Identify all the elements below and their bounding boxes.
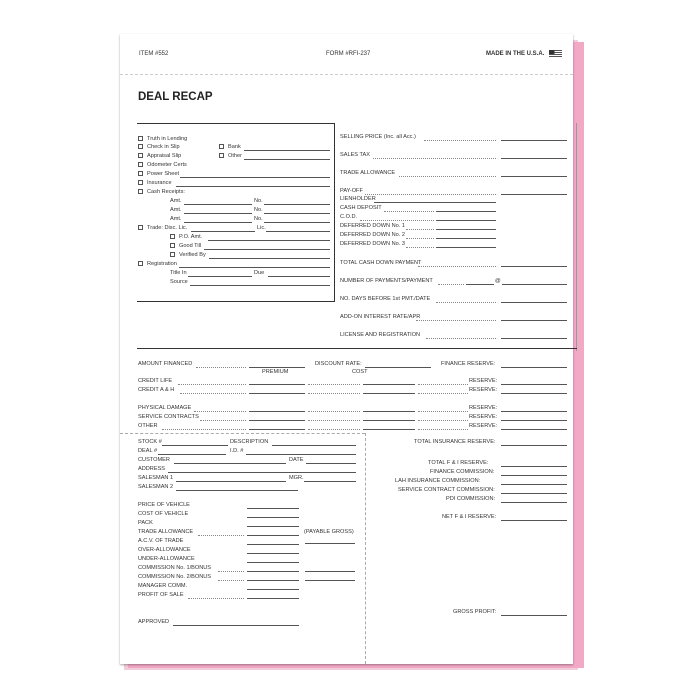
power-sheet-field[interactable] [180, 177, 330, 178]
credit-ah-label: CREDIT A & H [138, 387, 175, 393]
source-label: Source [170, 279, 188, 285]
no-label-1: No. [254, 198, 263, 204]
deferred-down-3-field[interactable] [436, 247, 496, 248]
pack-label: PACK [138, 520, 153, 526]
total-insurance-reserve-field[interactable] [501, 445, 567, 446]
at-symbol: @ [495, 278, 501, 284]
cash-deposit-field[interactable] [436, 211, 496, 212]
no-label-2: No. [254, 207, 263, 213]
acv-of-trade-field[interactable] [247, 544, 299, 545]
form-number: FORM #RFI-237 [326, 51, 371, 57]
service-contracts-label: SERVICE CONTRACTS [138, 414, 199, 420]
physical-dots-2 [308, 411, 360, 412]
date-field[interactable] [306, 463, 356, 464]
lic-field[interactable] [266, 231, 330, 232]
truth-in-lending-label: Truth in Lending [147, 136, 188, 142]
po-amt-label: P.O. Amt. [179, 234, 203, 240]
due-field[interactable] [268, 276, 330, 277]
service-contracts-reserve-label: RESERVE: [469, 414, 498, 420]
credit-life-dots-2 [308, 384, 360, 385]
deferred-down-1-label: DEFERRED DOWN No. 1 [340, 223, 405, 229]
service-contracts-premium[interactable] [249, 420, 305, 421]
physical-damage-cost[interactable] [363, 411, 415, 412]
comm1-dots [218, 571, 244, 572]
finance-reserve-field[interactable] [501, 367, 567, 368]
total-fi-reserve-field[interactable] [501, 466, 567, 467]
amount-financed-field[interactable] [249, 367, 305, 368]
credit-life-dots-3 [418, 384, 468, 385]
salesman-2-label: SALESMAN 2 [138, 484, 174, 490]
amt-label-3: Amt. [170, 216, 182, 222]
profit-of-sale-label: PROFIT OF SALE [138, 592, 184, 598]
power-sheet-label: Power Sheet [147, 171, 180, 177]
deferred-down-2-label: DEFERRED DOWN No. 2 [340, 232, 405, 238]
stock-field[interactable] [162, 445, 228, 446]
credit-life-reserve[interactable] [501, 384, 567, 385]
registration-checkbox[interactable] [138, 261, 143, 266]
no-field-1[interactable] [264, 204, 330, 205]
customer-label: CUSTOMER [138, 457, 170, 463]
service-contracts-reserve[interactable] [501, 420, 567, 421]
payable-gross-field[interactable] [305, 543, 355, 544]
total-cash-dots [418, 266, 496, 267]
credit-ah-reserve-label: RESERVE: [469, 387, 498, 393]
comm2-dots [218, 580, 244, 581]
manager-comm-field[interactable] [247, 589, 299, 590]
address-field[interactable] [168, 472, 356, 473]
good-till-checkbox[interactable] [170, 243, 175, 248]
source-field[interactable] [190, 285, 330, 286]
credit-ah-premium[interactable] [249, 393, 305, 394]
addon-dots [416, 320, 496, 321]
physical-damage-reserve[interactable] [501, 411, 567, 412]
salesman-2-field[interactable] [176, 490, 298, 491]
credit-life-premium[interactable] [249, 384, 305, 385]
payoff-field[interactable] [501, 194, 567, 195]
id-field[interactable] [246, 454, 356, 455]
stock-label: STOCK # [138, 439, 162, 445]
verified-by-field[interactable] [209, 258, 330, 259]
cod-dots [360, 220, 434, 221]
pack-field[interactable] [247, 526, 299, 527]
finance-commission-field[interactable] [501, 475, 567, 476]
insurance-label: Insurance [147, 180, 172, 186]
other-label: Other [228, 153, 242, 159]
selling-price-field[interactable] [501, 140, 567, 141]
tear-line-horizontal [120, 433, 365, 434]
cash-receipts-label: Cash Receipts: [147, 189, 185, 195]
appraisal-slip-label: Appraisal Slip [147, 153, 182, 159]
cod-label: C.O.D. [340, 214, 358, 220]
pdi-commission-label: PDI COMMISSION: [446, 496, 496, 502]
days-before-dots [436, 302, 496, 303]
days-before-field[interactable] [501, 302, 567, 303]
license-dots [426, 338, 496, 339]
approved-field[interactable] [173, 625, 299, 626]
amt-label-2: Amt. [170, 207, 182, 213]
physical-damage-label: PHYSICAL DAMAGE [138, 405, 192, 411]
cost-of-vehicle-field[interactable] [247, 517, 299, 518]
trade-allow-dots [198, 535, 244, 536]
commission-1-field[interactable] [247, 571, 299, 572]
total-cash-down-field[interactable] [501, 266, 567, 267]
gross-profit-label: GROSS PROFIT: [453, 609, 497, 615]
verified-by-label: Verified By [179, 252, 206, 258]
address-label: ADDRESS [138, 466, 166, 472]
cost-of-vehicle-label: COST OF VEHICLE [138, 511, 189, 517]
under-allowance-field[interactable] [247, 562, 299, 563]
deferred-down-2-field[interactable] [436, 238, 496, 239]
tear-line-vertical [365, 433, 366, 664]
selling-price-label: SELLING PRICE (Inc. all Acc.) [340, 134, 416, 140]
lic-label: Lic. [257, 225, 266, 231]
approved-label: APPROVED [138, 619, 170, 625]
perforation-line [120, 74, 573, 75]
payoff-label: PAY-OFF [340, 188, 363, 194]
credit-life-cost[interactable] [363, 384, 415, 385]
other-checkbox[interactable] [219, 153, 224, 158]
date-label: DATE [289, 457, 304, 463]
dd1-dots [406, 229, 434, 230]
add-on-interest-label: ADD-ON INTEREST RATE/APR [340, 314, 421, 320]
credit-ah-dots [180, 393, 246, 394]
form-title: DEAL RECAP [138, 91, 213, 103]
other-cost[interactable] [363, 429, 415, 430]
profit-dots [188, 598, 244, 599]
checklist-box-bottom [137, 301, 334, 302]
credit-ah-dots-3 [418, 393, 468, 394]
finance-section-divider [137, 348, 577, 349]
other-reserve-label: RESERVE: [469, 423, 498, 429]
manager-comm-label: MANAGER COMM. [138, 583, 188, 589]
over-allowance-field[interactable] [247, 553, 299, 554]
lah-insurance-commission-label: LAH INSURANCE COMMISSION: [395, 478, 481, 484]
trade-allowance-dots [399, 176, 496, 177]
power-sheet-checkbox[interactable] [138, 171, 143, 176]
finance-commission-label: FINANCE COMMISSION: [430, 469, 495, 475]
insurance-checkbox[interactable] [138, 180, 143, 185]
amount-financed-label: AMOUNT FINANCED [138, 361, 193, 367]
discount-rate-label: DISCOUNT RATE: [315, 361, 362, 367]
commission-2-field[interactable] [247, 580, 299, 581]
title-in-label: Title In [170, 270, 187, 276]
service-contract-commission-field[interactable] [501, 493, 567, 494]
service-dots-3 [418, 420, 468, 421]
deal-number-field[interactable] [158, 454, 226, 455]
no-field-2[interactable] [264, 213, 330, 214]
good-till-label: Good Till [179, 243, 202, 249]
cod-field[interactable] [436, 220, 496, 221]
physical-dots-3 [418, 411, 468, 412]
amount-financed-dots [196, 367, 246, 368]
check-in-slip-label: Check in Slip [147, 144, 180, 150]
net-fi-reserve-field[interactable] [501, 520, 567, 521]
price-of-vehicle-field[interactable] [247, 508, 299, 509]
pdi-commission-field[interactable] [501, 502, 567, 503]
cash-deposit-dots [384, 211, 434, 212]
trade-disc-lic-label: Trade: Disc. Lic. [147, 225, 188, 231]
lah-insurance-commission-field[interactable] [501, 484, 567, 485]
sales-tax-dots [373, 158, 496, 159]
selling-price-dots [424, 140, 496, 141]
service-dots [200, 420, 246, 421]
amt-field-3[interactable] [184, 222, 252, 223]
trade-checkbox[interactable] [138, 225, 143, 230]
appraisal-slip-checkbox[interactable] [138, 153, 143, 158]
cash-deposit-label: CASH DEPOSIT [340, 205, 382, 211]
total-insurance-reserve-label: TOTAL INSURANCE RESERVE: [414, 439, 496, 445]
payment-amount-field[interactable] [502, 284, 567, 285]
other-premium[interactable] [249, 429, 305, 430]
deal-number-label: DEAL # [138, 448, 158, 454]
sales-tax-field[interactable] [501, 158, 567, 159]
service-contract-commission-label: SERVICE CONTRACT COMMISSION: [398, 487, 495, 493]
other-field[interactable] [244, 159, 330, 160]
no-field-3[interactable] [264, 222, 330, 223]
mgr-label: MGR. [289, 475, 304, 481]
other-dots [162, 429, 246, 430]
license-registration-field[interactable] [501, 338, 567, 339]
number-of-payments-field[interactable] [466, 284, 494, 285]
gross-profit-field[interactable] [501, 615, 567, 616]
payoff-dots [365, 194, 496, 195]
trade-allowance-label: TRADE ALLOWANCE [340, 170, 396, 176]
trade-allowance-deal-field[interactable] [247, 535, 299, 536]
customer-field[interactable] [174, 463, 286, 464]
physical-damage-reserve-label: RESERVE: [469, 405, 498, 411]
commission-2-label: COMMISSION No. 2/BONUS [138, 574, 212, 580]
mgr-field[interactable] [304, 481, 356, 482]
other-insurance-label: OTHER [138, 423, 158, 429]
physical-damage-premium[interactable] [249, 411, 305, 412]
deferred-down-1-field[interactable] [436, 229, 496, 230]
credit-ah-reserve[interactable] [501, 393, 567, 394]
profit-of-sale-field[interactable] [247, 598, 299, 599]
verified-by-checkbox[interactable] [170, 252, 175, 257]
service-dots-2 [308, 420, 360, 421]
amt-field-2[interactable] [184, 213, 252, 214]
due-label: Due [254, 270, 265, 276]
description-label: DESCRIPTION [230, 439, 269, 445]
odometer-certs-checkbox[interactable] [138, 162, 143, 167]
total-fi-reserve-label: TOTAL F & I RESERVE: [428, 460, 489, 466]
lienholder-field[interactable] [374, 202, 496, 203]
bank-field[interactable] [244, 150, 330, 151]
odometer-certs-label: Odometer Certs [147, 162, 187, 168]
credit-life-label: CREDIT LIFE [138, 378, 173, 384]
po-amt-field[interactable] [208, 240, 330, 241]
discount-rate-field[interactable] [365, 367, 431, 368]
trade-allowance-deal-label: TRADE ALLOWANCE [138, 529, 194, 535]
net-fi-reserve-label: NET F & I RESERVE: [442, 514, 497, 520]
sales-tax-label: SALES TAX [340, 152, 370, 158]
other-dots-2 [308, 429, 360, 430]
dd2-dots [406, 238, 434, 239]
deal-recap-form [120, 34, 573, 664]
registration-label: Registration [147, 261, 177, 267]
physical-dots [194, 411, 246, 412]
description-field[interactable] [272, 445, 356, 446]
salesman-1-field[interactable] [176, 481, 286, 482]
trade-allowance-field[interactable] [501, 176, 567, 177]
commission-2-gross-field[interactable] [305, 580, 355, 581]
checklist-box-right [334, 123, 335, 302]
price-of-vehicle-label: PRICE OF VEHICLE [138, 502, 190, 508]
service-contracts-cost[interactable] [363, 420, 415, 421]
deferred-down-3-label: DEFERRED DOWN No. 3 [340, 241, 405, 247]
cost-heading: COST [352, 369, 368, 375]
acv-of-trade-label: A.C.V. OF TRADE [138, 538, 184, 544]
num-payments-dots [438, 284, 464, 285]
checklist-box-top [137, 123, 334, 124]
amt-label-1: Amt. [170, 198, 182, 204]
under-allowance-label: UNDER-ALLOWANCE [138, 556, 195, 562]
credit-life-reserve-label: RESERVE: [469, 378, 498, 384]
dd3-dots [406, 247, 434, 248]
id-label: I.D. # [230, 448, 244, 454]
other-dots-3 [418, 429, 468, 430]
add-on-interest-field[interactable] [501, 320, 567, 321]
salesman-1-label: SALESMAN 1 [138, 475, 174, 481]
right-margin-line [576, 123, 577, 351]
amt-field-1[interactable] [184, 204, 252, 205]
number-of-payments-label: NUMBER OF PAYMENTS/PAYMENT [340, 278, 433, 284]
po-amt-checkbox[interactable] [170, 234, 175, 239]
total-cash-down-label: TOTAL CASH DOWN PAYMENT [340, 260, 422, 266]
bank-label: Bank [228, 144, 241, 150]
payable-gross-label: (PAYABLE GROSS) [304, 529, 354, 535]
good-till-field[interactable] [204, 249, 330, 250]
credit-ah-dots-2 [308, 393, 360, 394]
truth-in-lending-checkbox[interactable] [138, 136, 143, 141]
us-flag-icon [549, 50, 562, 58]
over-allowance-label: OVER-ALLOWANCE [138, 547, 191, 553]
cash-receipts-checkbox[interactable] [138, 189, 143, 194]
commission-1-label: COMMISSION No. 1/BONUS [138, 565, 212, 571]
credit-ah-cost[interactable] [363, 393, 415, 394]
other-reserve[interactable] [501, 429, 567, 430]
registration-field[interactable] [179, 267, 330, 268]
lienholder-label: LIENHOLDER [340, 196, 376, 202]
license-registration-label: LICENSE AND REGISTRATION [340, 332, 421, 338]
no-label-3: No. [254, 216, 263, 222]
days-before-label: NO. DAYS BEFORE 1st PMT./DATE [340, 296, 431, 302]
bank-checkbox[interactable] [219, 144, 224, 149]
finance-reserve-label: FINANCE RESERVE: [441, 361, 496, 367]
item-number: ITEM #552 [139, 51, 169, 57]
check-in-slip-checkbox[interactable] [138, 144, 143, 149]
made-in-usa: MADE IN THE U.S.A. [486, 51, 545, 57]
commission-1-gross-field[interactable] [305, 571, 355, 572]
title-in-field[interactable] [188, 276, 252, 277]
premium-heading: PREMIUM [262, 369, 289, 375]
trade-disc-field[interactable] [191, 231, 255, 232]
insurance-field[interactable] [176, 186, 330, 187]
credit-life-dots [178, 384, 246, 385]
